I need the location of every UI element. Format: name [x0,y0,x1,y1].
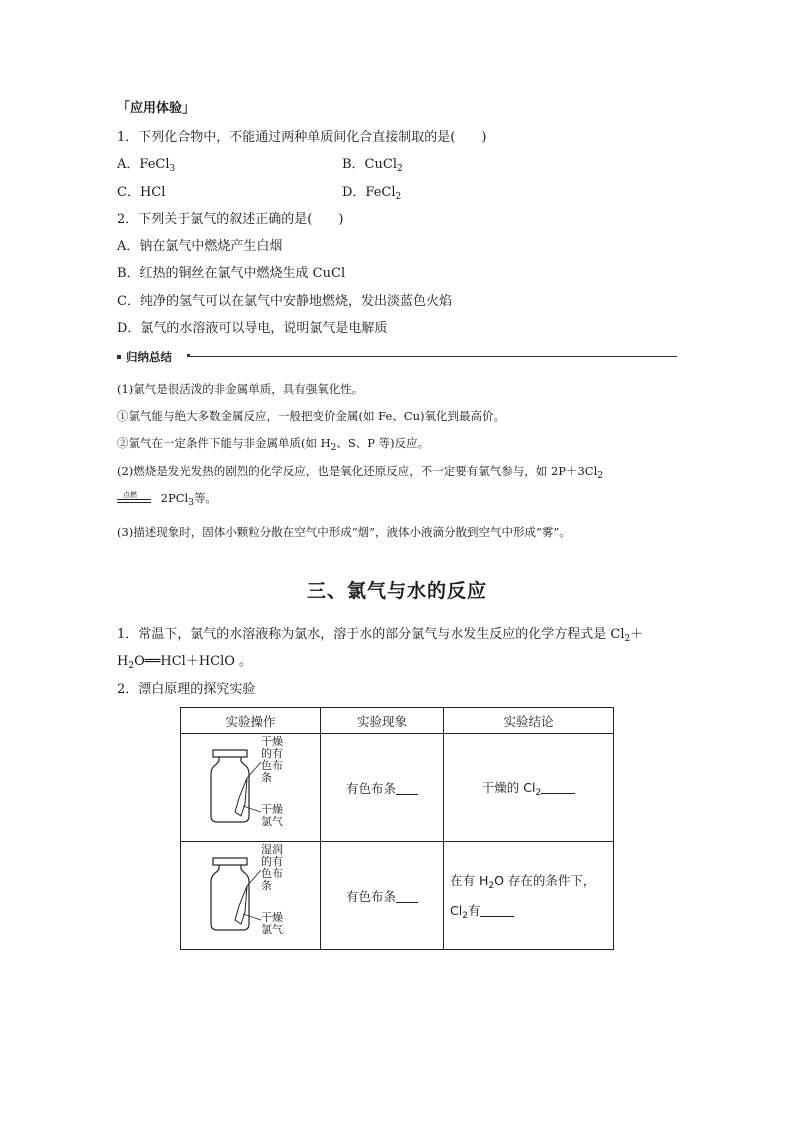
section3-para-1-cont: $H_2O══HCl+HClO$ 。 [117,654,253,671]
summary-divider [190,356,677,357]
header-operation: 实验操作 [181,708,321,734]
summary-point-1b: ②氯气在一定条件下能与非金属单质(如 $H_2$、S、P 等)反应。 [117,436,430,453]
question-2-stem: 2．下列关于氯气的叙述正确的是( ) [117,212,344,227]
q2-option-a: A．钠在氯气中燃烧产生白烟 [117,239,283,254]
table-row [181,842,614,950]
q1-option-d: D．FeCl$_2$ [342,185,402,202]
strip-label: 湿润 的有 色布 条 [261,843,283,892]
gas-label: 干燥 氯气 [261,803,283,828]
summary-point-3: (3)描述现象时，固体小颗粒分散在空气中形成“烟”，液体小液滴分散到空气中形成“雾”。 [117,525,571,539]
header-phenomenon: 实验现象 [321,708,444,734]
strip-label: 干燥 的有 色布 条 [261,735,283,784]
gas-label: 干燥 氯气 [261,911,283,936]
section-heading-application: 「应用体验」 [117,101,196,116]
experiment-table [180,707,614,950]
summary-point-2: (2)燃烧是发光发热的剧烈的化学反应，也是氧化还原反应，不一定要有氯气参与，如 $2P+3Cl_2$ [117,464,604,481]
bottle-icon [181,734,320,841]
q1-option-c: C．HCl [117,185,166,200]
ignite-condition-sign: 点燃 [117,491,151,507]
q1-option-b: B．CuCl$_2$ [342,157,403,174]
phenomenon-cell: 有色布条 [321,842,444,950]
summary-point-1: (1)氯气是很活泼的非金属单质，具有强氧化性。 [117,382,364,396]
answer-blank[interactable] [480,904,514,917]
bottle-illustration-wet [181,842,321,950]
answer-blank[interactable] [396,782,418,795]
section-title: 三、氯气与水的反应 [306,580,487,602]
section3-para-2: 2．漂白原理的探究实验 [117,682,256,697]
q2-option-d: D．氯气的水溶液可以导电，说明氯气是电解质 [117,321,388,336]
header-conclusion: 实验结论 [444,708,614,734]
q2-option-b: B．红热的铜丝在氯气中燃烧生成 CuCl [117,266,346,281]
conclusion-cell: 在有 $H_2O$ 存在的条件下， $Cl_2$有 [444,842,614,950]
q2-option-c: C．纯净的氢气可以在氯气中安静地燃烧，发出淡蓝色火焰 [117,294,452,309]
bottle-illustration-dry [181,734,321,842]
q1-option-a: A．FeCl$_3$ [117,157,176,174]
phenomenon-cell: 有色布条 [321,734,444,842]
answer-blank[interactable] [396,890,418,903]
bullet-square-icon [117,355,121,359]
conclusion-cell: 干燥的 $Cl_2$ [444,734,614,842]
table-row [181,734,614,842]
section3-para-1: 1．常温下，氯气的水溶液称为氯水，溶于水的部分氯气与水发生反应的化学方程式是 $Cl_2+$ [117,627,644,644]
table-header-row [181,708,614,734]
summary-point-1a: ①氯气能与绝大多数金属反应，一般把变价金属(如 Fe、Cu)氧化到最高价。 [117,409,505,423]
answer-blank[interactable] [541,781,575,794]
bottle-icon [181,842,320,949]
question-1-stem: 1．下列化合物中，不能通过两种单质间化合直接制取的是( ) [117,130,487,145]
summary-heading: 归纳总结 [117,349,172,365]
summary-point-2-cont: 点燃 2PCl$_3$等。 [117,490,217,511]
